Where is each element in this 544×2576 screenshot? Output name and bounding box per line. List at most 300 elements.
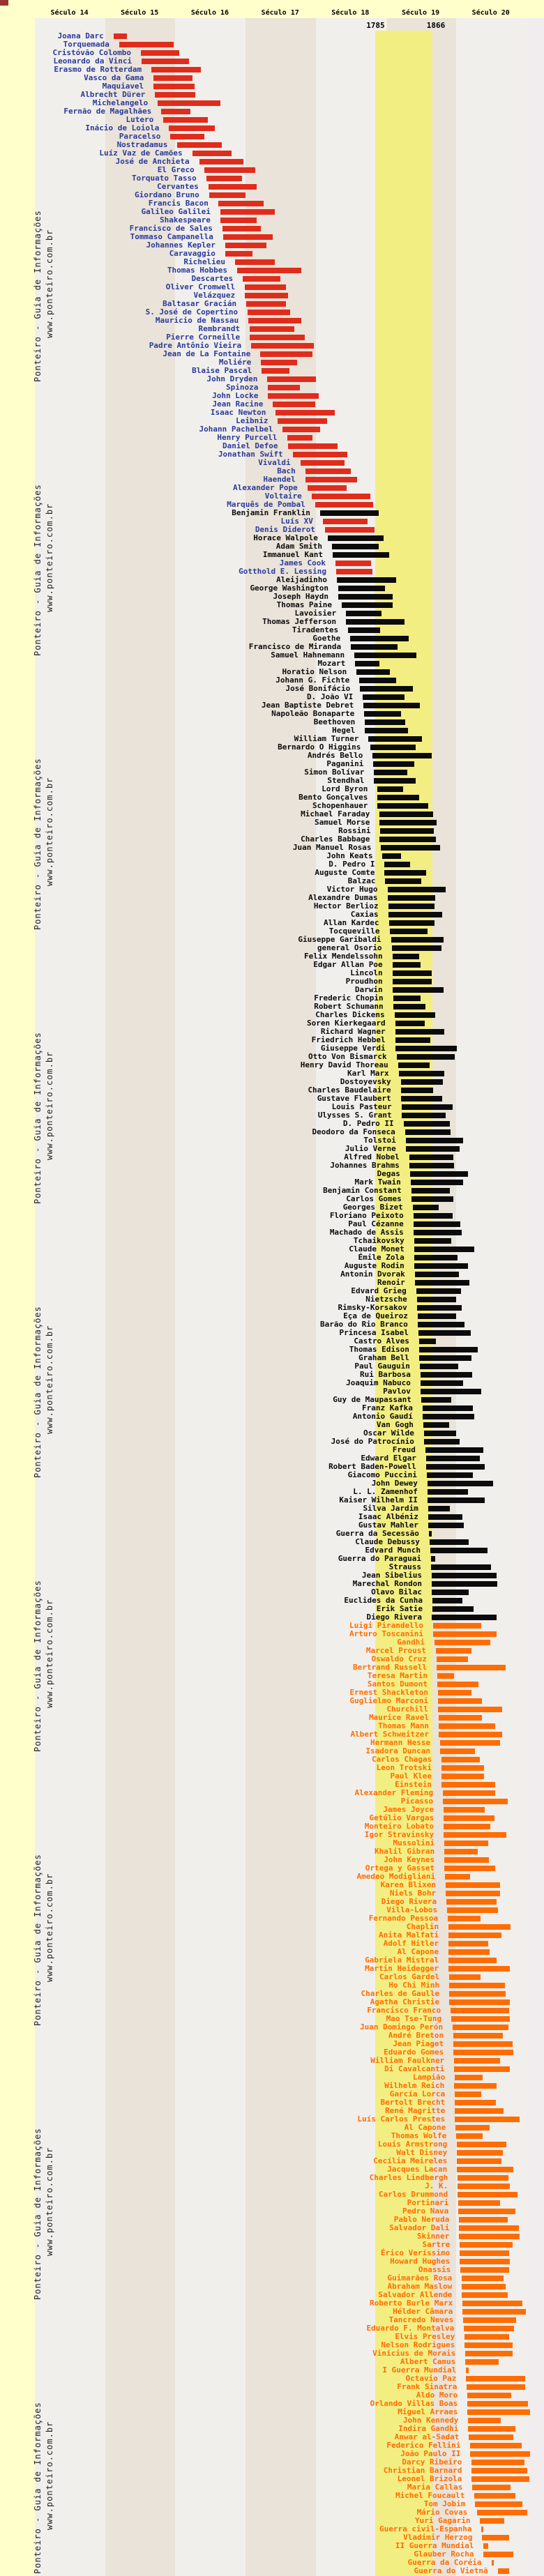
- person-name-label: Beethoven: [313, 717, 356, 726]
- timeline-row: [0, 1914, 544, 1923]
- person-name-label: Alexander Pope: [233, 483, 298, 492]
- person-name-label: Oscar Wilde: [363, 1428, 414, 1438]
- timeline-row: [0, 174, 544, 183]
- person-name-label: Robert Baden-Powell: [328, 1462, 416, 1471]
- lifespan-bar: [235, 259, 275, 265]
- person-name-label: Antonio Gaudí: [352, 1412, 413, 1421]
- timeline-row: [0, 132, 544, 141]
- person-name-label: Cristóvão Colombo: [52, 48, 132, 57]
- lifespan-bar: [268, 385, 299, 390]
- lifespan-bar: [388, 895, 435, 901]
- timeline-row: [0, 1253, 544, 1262]
- timeline-row: [0, 944, 544, 952]
- timeline-row: [0, 358, 544, 367]
- person-name-label: Charles Dickens: [315, 1010, 385, 1019]
- lifespan-bar: [301, 460, 345, 466]
- person-name-label: Paul Gauguin: [354, 1362, 410, 1371]
- timeline-row: [0, 1504, 544, 1513]
- person-name-label: Marcel Proust: [365, 1646, 426, 1655]
- lifespan-bar: [446, 1891, 500, 1896]
- person-name-label: Johann Pachelbel: [199, 425, 273, 434]
- lifespan-bar: [458, 2200, 499, 2206]
- person-name-label: Maria Callas: [407, 2483, 463, 2492]
- timeline-row: [0, 1705, 544, 1714]
- timeline-row: [0, 1831, 544, 1839]
- person-name-label: Moliére: [218, 358, 252, 367]
- person-name-label: Louis Pasteur: [331, 1102, 392, 1111]
- lifespan-bar: [337, 577, 396, 583]
- person-name-label: Walt Disney: [396, 2148, 448, 2157]
- lifespan-bar: [440, 1740, 500, 1746]
- lifespan-bar: [393, 987, 444, 993]
- timeline-row: [0, 1003, 544, 1011]
- lifespan-bar: [444, 1832, 506, 1838]
- lifespan-bar: [389, 920, 435, 926]
- person-name-label: Picasso: [400, 1797, 434, 1806]
- person-name-label: Richelieu: [183, 257, 225, 266]
- person-name-label: Voltaire: [264, 491, 302, 501]
- timeline-row: [0, 1454, 544, 1463]
- timeline-row: [0, 141, 544, 149]
- person-name-label: Padre Antônio Vieira: [149, 341, 242, 350]
- lifespan-bar: [365, 728, 407, 733]
- timeline-row: [0, 1203, 544, 1212]
- person-name-label: Paracelso: [119, 132, 161, 141]
- person-name-label: Al Capone: [404, 2123, 446, 2132]
- person-name-label: Deodoro da Fonseca: [312, 1127, 395, 1136]
- timeline-row: [0, 936, 544, 944]
- lifespan-bar: [432, 1590, 469, 1595]
- lifespan-bar: [209, 184, 257, 190]
- person-name-label: Skinner: [416, 2232, 450, 2241]
- lifespan-bar: [448, 1924, 511, 1930]
- person-name-label: Ulysses S. Grant: [317, 1111, 392, 1120]
- timeline-row: [0, 1923, 544, 1931]
- lifespan-bar: [393, 970, 432, 976]
- lifespan-bar: [483, 2543, 488, 2549]
- person-name-label: Francisco de Sales: [129, 224, 213, 233]
- lifespan-bar: [363, 694, 404, 700]
- person-name-label: Gabriela Mistral: [365, 1956, 439, 1965]
- timeline-row: [0, 1161, 544, 1170]
- person-name-label: Degas: [377, 1169, 400, 1178]
- lifespan-bar: [414, 1213, 453, 1219]
- person-name-label: Mark Twain: [354, 1178, 401, 1187]
- lifespan-bar: [401, 1088, 433, 1093]
- timeline-row: [0, 685, 544, 693]
- lifespan-bar: [365, 719, 405, 725]
- timeline-row: [0, 1053, 544, 1061]
- timeline-row: [0, 1981, 544, 1990]
- person-name-label: Gustav Mahler: [358, 1521, 418, 1530]
- lifespan-bar: [432, 1598, 462, 1603]
- lifespan-bar: [406, 1146, 460, 1152]
- person-name-label: Barão do Rio Branco: [319, 1320, 408, 1329]
- person-name-label: Claude Monet: [349, 1244, 405, 1253]
- person-name-label: Rimsky-Korsakov: [338, 1303, 407, 1312]
- lifespan-bar: [246, 301, 286, 307]
- timeline-row: [0, 392, 544, 400]
- lifespan-bar: [335, 561, 371, 566]
- timeline-row: [0, 2333, 544, 2341]
- timeline-row: [0, 291, 544, 300]
- person-name-label: Charles Lindbergh: [369, 2173, 448, 2182]
- lifespan-bar: [395, 1021, 425, 1026]
- person-name-label: Luíz Vaz de Camões: [99, 148, 183, 158]
- person-name-label: Balzac: [347, 876, 376, 885]
- timeline-row: [0, 2115, 544, 2124]
- person-name-label: Isaac Albéniz: [358, 1512, 418, 1521]
- lifespan-bar: [222, 226, 261, 231]
- lifespan-bar: [415, 1280, 470, 1286]
- person-name-label: Guerra da Secessão: [335, 1529, 419, 1538]
- lifespan-bar: [444, 1840, 488, 1846]
- person-name-label: Henry Purcell: [217, 433, 278, 442]
- timeline-row: [0, 835, 544, 844]
- lifespan-bar: [471, 2468, 527, 2474]
- timeline-row: [0, 300, 544, 308]
- timeline-row: [0, 1990, 544, 1998]
- lifespan-bar: [453, 2033, 502, 2038]
- person-name-label: Silva Jardim: [363, 1504, 418, 1513]
- person-name-label: Christian Barnard: [383, 2466, 462, 2475]
- timeline-row: [0, 2232, 544, 2241]
- lifespan-bar: [332, 544, 379, 549]
- century-label-15: Século 15: [121, 9, 159, 17]
- lifespan-bar: [323, 519, 368, 524]
- lifespan-bar: [419, 1347, 478, 1352]
- watermark-url-text: www.ponteiro.com.br: [45, 1873, 54, 1982]
- lifespan-bar: [458, 2209, 515, 2214]
- person-name-label: James Joyce: [383, 1805, 435, 1814]
- person-name-label: Orlando Villas Boas: [370, 2399, 458, 2408]
- timeline-row: [0, 1521, 544, 1530]
- timeline-row: [0, 1755, 544, 1764]
- person-name-label: Gustave Flaubert: [317, 1094, 391, 1103]
- lifespan-bar: [467, 2384, 525, 2390]
- timeline-row: [0, 1655, 544, 1663]
- timeline-row: [0, 1538, 544, 1546]
- lifespan-bar: [405, 1129, 451, 1135]
- lifespan-bar: [460, 2242, 513, 2248]
- lifespan-bar: [336, 569, 372, 574]
- person-name-label: Mozart: [317, 659, 346, 668]
- timeline-row: [0, 1580, 544, 1588]
- timeline-row: [0, 2032, 544, 2040]
- lifespan-bar: [388, 904, 435, 909]
- timeline-row: [0, 768, 544, 777]
- timeline-row: [0, 509, 544, 517]
- lifespan-bar: [428, 1506, 450, 1511]
- lifespan-bar: [455, 2075, 483, 2080]
- lifespan-bar: [260, 351, 312, 357]
- timeline-row: [0, 852, 544, 860]
- lifespan-bar: [169, 125, 214, 131]
- timeline-row: [0, 2316, 544, 2324]
- lifespan-bar: [439, 1723, 495, 1729]
- person-name-label: Schopenhauer: [312, 801, 368, 810]
- timeline-row: [0, 383, 544, 392]
- person-name-label: Frederic Chopin: [314, 993, 384, 1003]
- person-name-label: Antonin Dvorak: [340, 1270, 405, 1279]
- lifespan-bar: [385, 878, 421, 884]
- lifespan-bar: [261, 360, 296, 365]
- timeline-row: [0, 1864, 544, 1873]
- lifespan-bar: [457, 2167, 513, 2172]
- person-name-label: El Greco: [157, 165, 195, 174]
- lifespan-bar: [354, 653, 416, 658]
- person-name-label: Mussolini: [393, 1838, 435, 1847]
- timeline-row: [0, 409, 544, 417]
- lifespan-bar: [455, 2091, 481, 2097]
- lifespan-bar: [333, 552, 389, 558]
- person-name-label: Albert Camus: [400, 2357, 456, 2366]
- timeline-row: [0, 1471, 544, 1479]
- person-name-label: Albert Schweitzer: [350, 1730, 430, 1739]
- timeline-row: [0, 1379, 544, 1387]
- person-name-label: Diego Rivera: [381, 1897, 437, 1906]
- timeline-row: [0, 1730, 544, 1739]
- timeline-row: [0, 2341, 544, 2349]
- timeline-row: [0, 1847, 544, 1856]
- timeline-row: [0, 660, 544, 668]
- watermark-ponteiro-text: Ponteiro - Guia de Informações: [33, 210, 43, 382]
- timeline-row: [0, 308, 544, 317]
- lifespan-bar: [428, 1481, 493, 1486]
- timeline-row: [0, 927, 544, 936]
- lifespan-bar: [151, 67, 200, 73]
- person-name-label: Vivaldi: [258, 458, 291, 467]
- person-name-label: Johannes Kepler: [146, 241, 216, 250]
- lifespan-bar: [457, 2150, 502, 2156]
- lifespan-bar: [423, 1405, 474, 1411]
- person-name-label: Alfred Nobel: [344, 1152, 400, 1161]
- watermark-ponteiro-text: Ponteiro - Guia de Informações: [33, 2402, 43, 2574]
- person-name-label: Edgar Allan Poe: [313, 960, 383, 969]
- person-name-label: Julio Verne: [345, 1144, 396, 1153]
- timeline-row: [0, 1069, 544, 1078]
- person-name-label: Benjamin Constant: [323, 1186, 402, 1195]
- timeline-row: [0, 1044, 544, 1053]
- person-name-label: Jean de La Fontaine: [163, 349, 251, 358]
- person-name-label: Nelson Rodrigues: [381, 2340, 455, 2349]
- lifespan-bar: [438, 1698, 482, 1704]
- person-name-label: Agatha Christie: [370, 1997, 440, 2006]
- lifespan-bar: [471, 2476, 529, 2482]
- timeline-row: [0, 1019, 544, 1028]
- timeline-row: [0, 1764, 544, 1772]
- person-name-label: Inácio de Loiola: [85, 123, 160, 132]
- lifespan-bar: [225, 243, 266, 248]
- lifespan-bar: [421, 1397, 451, 1403]
- lifespan-bar: [475, 2501, 522, 2507]
- lifespan-bar: [472, 2485, 510, 2490]
- person-name-label: Arturo Toscanini: [349, 1629, 423, 1638]
- timeline-row: [0, 1111, 544, 1120]
- lifespan-bar: [356, 669, 389, 675]
- timeline-row: [0, 1530, 544, 1538]
- lifespan-bar: [437, 1682, 478, 1687]
- lifespan-bar: [363, 703, 420, 708]
- lifespan-bar: [393, 1004, 425, 1009]
- lifespan-bar: [455, 2100, 495, 2105]
- person-name-label: Erik Satie: [376, 1604, 423, 1613]
- person-name-label: Bach: [277, 466, 296, 475]
- lifespan-bar: [446, 1899, 496, 1905]
- lifespan-bar: [414, 1255, 458, 1260]
- lifespan-bar: [469, 2434, 513, 2440]
- person-name-label: Onassis: [418, 2265, 451, 2274]
- lifespan-bar: [404, 1121, 450, 1127]
- person-name-label: Kaiser Wilhelm II: [339, 1495, 418, 1504]
- person-name-label: Carlos Gomes: [346, 1194, 402, 1203]
- person-name-label: Torquemada: [63, 40, 109, 49]
- lifespan-bar: [462, 2284, 505, 2289]
- lifespan-bar: [457, 2158, 501, 2164]
- person-name-label: Galileo Galilei: [141, 207, 211, 216]
- lifespan-bar: [237, 268, 301, 273]
- timeline-row: [0, 718, 544, 726]
- lifespan-bar: [433, 1631, 497, 1637]
- timeline-row: [0, 760, 544, 768]
- person-name-label: Jean Sibelius: [361, 1571, 422, 1580]
- timeline-row: [0, 1647, 544, 1655]
- lifespan-bar: [397, 1054, 455, 1060]
- lifespan-bar: [477, 2510, 527, 2515]
- lifespan-bar: [220, 218, 257, 223]
- lifespan-bar: [454, 2066, 510, 2072]
- person-name-label: Richard Wagner: [320, 1027, 386, 1036]
- lifespan-bar: [380, 828, 434, 834]
- lifespan-bar: [468, 2426, 515, 2432]
- lifespan-bar: [155, 92, 195, 98]
- timeline-row: [0, 1806, 544, 1814]
- timeline-row: [0, 802, 544, 810]
- timeline-row: [0, 1630, 544, 1638]
- person-name-label: Martin Heidegger: [365, 1964, 439, 1973]
- lifespan-bar: [409, 1163, 454, 1168]
- timeline-row: [0, 977, 544, 986]
- timeline-row: [0, 2349, 544, 2358]
- lifespan-bar: [427, 1472, 473, 1478]
- person-name-label: Igor Stravinsky: [364, 1830, 435, 1839]
- timeline-row: [0, 994, 544, 1003]
- timeline-row: [0, 1404, 544, 1412]
- person-name-label: Torquato Tasso: [132, 174, 197, 183]
- timeline-row: [0, 1421, 544, 1429]
- person-name-label: Hector Berlioz: [313, 901, 379, 910]
- lifespan-bar: [395, 1012, 435, 1018]
- person-name-label: Tancredo Neves: [388, 2315, 454, 2324]
- person-name-label: Octavio Paz: [405, 2374, 457, 2383]
- timeline-row: [0, 1973, 544, 1981]
- lifespan-bar: [388, 887, 446, 892]
- person-name-label: Salvador Dali: [389, 2223, 450, 2232]
- person-name-label: Aleijadinho: [276, 575, 328, 584]
- lifespan-bar: [379, 811, 433, 817]
- person-name-label: Getúlio Vargas: [369, 1813, 435, 1822]
- person-name-label: Johannes Brahms: [330, 1161, 400, 1170]
- century-label-14: Século 14: [50, 9, 89, 17]
- person-name-label: Mário Covas: [416, 2508, 468, 2517]
- lifespan-bar: [393, 979, 432, 984]
- person-name-label: Francisco Franco: [367, 2006, 441, 2015]
- timeline-row: [0, 1571, 544, 1580]
- person-name-label: S. José de Copertino: [145, 307, 239, 317]
- watermark-url-text: www.ponteiro.com.br: [45, 1599, 54, 1708]
- person-name-label: D. Pedro I: [328, 860, 375, 869]
- person-name-label: Émile Zola: [358, 1253, 405, 1262]
- lifespan-bar: [312, 494, 371, 499]
- lifespan-bar: [248, 310, 289, 315]
- lifespan-bar: [163, 117, 207, 123]
- person-name-label: Strauss: [388, 1562, 421, 1571]
- timeline-row: [0, 2358, 544, 2366]
- watermark-ponteiro-text: Ponteiro - Guia de Informações: [33, 2128, 43, 2300]
- century-label-20: Século 20: [471, 9, 510, 17]
- timeline-row: [0, 317, 544, 325]
- timeline-row: [0, 1939, 544, 1948]
- timeline-row: [0, 752, 544, 760]
- person-name-label: Vasco da Gama: [84, 73, 144, 82]
- person-name-label: Isaac Newton: [210, 408, 266, 417]
- person-name-label: Wilhelm Reich: [384, 2081, 445, 2090]
- person-name-label: John Dewey: [371, 1479, 418, 1488]
- timeline-row: [0, 869, 544, 877]
- timeline-row: [0, 1479, 544, 1488]
- lifespan-bar: [393, 996, 421, 1001]
- person-name-label: Guerra da Coréia: [407, 2558, 482, 2567]
- person-name-label: Guglielmo Marconi: [349, 1696, 429, 1705]
- lifespan-bar: [418, 1330, 471, 1336]
- timeline-row: [0, 2467, 544, 2475]
- timeline-row: [0, 1220, 544, 1228]
- lifespan-bar: [388, 912, 443, 917]
- person-name-label: Samuel Hahnemann: [271, 650, 345, 660]
- watermark-url-text: www.ponteiro.com.br: [45, 229, 54, 338]
- timeline-row: [0, 584, 544, 593]
- lifespan-bar: [225, 251, 252, 257]
- band-end-label: 1866: [426, 21, 446, 30]
- lifespan-bar: [455, 2108, 503, 2114]
- lifespan-bar: [393, 962, 421, 968]
- timeline-row: [0, 1906, 544, 1914]
- person-name-label: William Turner: [294, 734, 359, 743]
- person-name-label: Charles de Gaulle: [361, 1989, 440, 1998]
- person-name-label: Tolstoi: [363, 1136, 396, 1145]
- person-name-label: Oswaldo Cruz: [371, 1654, 428, 1663]
- watermark-url-text: www.ponteiro.com.br: [45, 777, 54, 886]
- lifespan-bar: [153, 84, 194, 89]
- timeline-row: [0, 2149, 544, 2157]
- person-name-label: Haendel: [263, 475, 296, 484]
- person-name-label: Charles Baudelaire: [308, 1085, 391, 1095]
- timeline-row: [0, 2425, 544, 2433]
- person-name-label: Darwin: [354, 985, 383, 994]
- person-name-label: Lincoln: [350, 968, 383, 977]
- lifespan-bar: [411, 1196, 453, 1202]
- timeline-row: [0, 183, 544, 191]
- timeline-row: [0, 2174, 544, 2182]
- person-name-label: Horatio Nelson: [282, 667, 347, 676]
- lifespan-bar: [414, 1238, 451, 1244]
- lifespan-bar: [459, 2234, 520, 2239]
- lifespan-bar: [391, 937, 444, 943]
- lifespan-bar: [245, 284, 286, 290]
- timeline-row: [0, 1446, 544, 1454]
- timeline-row: [0, 2567, 544, 2575]
- timeline-row: [0, 66, 544, 74]
